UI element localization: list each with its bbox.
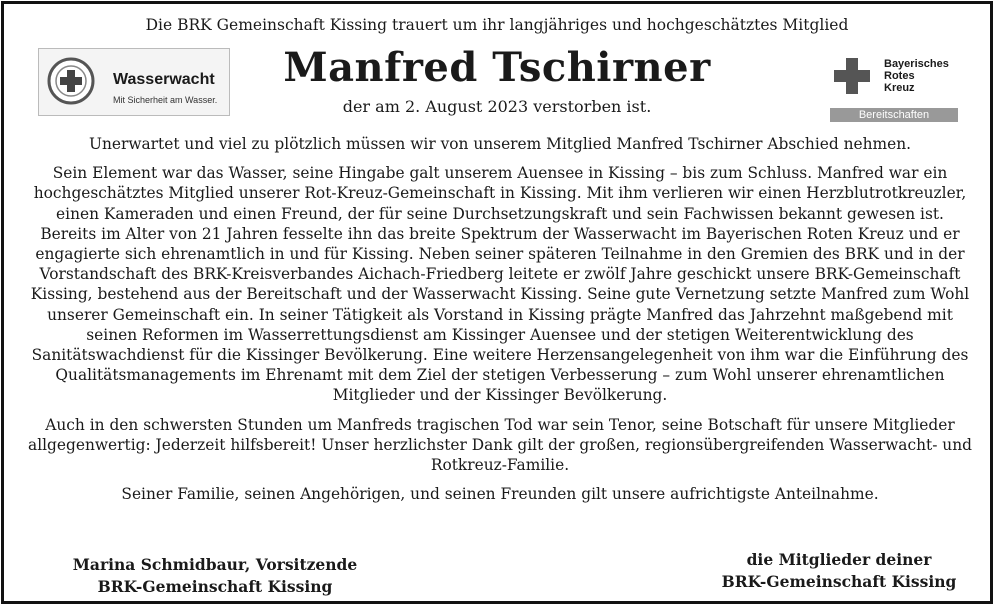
brk-name-line1: Bayerisches <box>884 58 949 70</box>
signature-left-line2: BRK-Gemeinschaft Kissing <box>97 577 333 596</box>
brk-band: Bereitschaften <box>830 108 958 122</box>
signature-right <box>704 549 974 593</box>
signature-right-line1: die Mitglieder deiner <box>746 550 932 569</box>
brk-name-line2: Rotes <box>884 70 915 82</box>
paragraph-tribute: Auch in den schwersten Stunden um Manfreds tragischen Tod war sein Tenor, seine Botschaft für unsere Mitglieder allgegenwertig: Jederzeit hilfsbereit! Unser herzlichster Dank gilt der großen, regionsübergreifenden Wasserwacht- und Rotkreuz-Familie. <box>28 415 972 475</box>
paragraph-intro: Unerwartet und viel zu plötzlich müssen wir von unserem Mitglied Manfred Tschirner Abschied nehmen. <box>88 135 912 153</box>
obituary-body <box>28 134 972 507</box>
deceased-name: Manfred Tschirner <box>283 44 711 91</box>
death-date-line: der am 2. August 2023 verstorben ist. <box>342 97 652 116</box>
paragraph-condolence: Seiner Familie, seinen Angehörigen, und seinen Freunden gilt unsere aufrichtigste Anteilnahme. <box>121 485 879 504</box>
signature-left-line1: Marina Schmidbaur, Vorsitzende <box>72 555 358 574</box>
signature-left <box>70 554 360 598</box>
brk-name-line3: Kreuz <box>884 82 915 94</box>
red-cross-icon <box>834 58 870 94</box>
signature-right-line2: BRK-Gemeinschaft Kissing <box>721 572 957 591</box>
obituary-notice <box>1 1 993 604</box>
wasserwacht-title: Wasserwacht <box>113 71 215 88</box>
brk-name <box>884 58 949 94</box>
brk-logo <box>824 54 960 122</box>
paragraph-biography: Sein Element war das Wasser, seine Hingabe galt unserem Auensee in Kissing – bis zum Schluss. Manfred war ein hochgeschätztes Mitglied unserer Rot-Kreuz-Gemeinschaft in Kissing. Mit ihm verlieren wir einen Herzblutrotkreuzler, einen Kameraden und einen Freund, der für seine Durchsetzungskraft und sein Fachwissen bekannt gewesen ist. Bereits im Alter von 21 Jahren fesselte ihn das breite Spektrum der Wasserwacht im Bayerischen Roten Kreuz und er engagierte sich ehrenamtlich in und für Kissing. Neben seiner späteren Teilnahme in den Gremien des BRK und in der Vorstandschaft des BRK-Kreisverbandes Aichach-Friedberg leitete er zwölf Jahre geschickt unsere BRK-Gemeinschaft Kissing, bestehend aus der Bereitschaft und der Wasserwacht Kissing. Seine gute Vernetzung setzte Manfred zum Wohl unserer Gemeinschaft ein. In seiner Tätigkeit als Vorstand in Kissing prägte Manfred das Jahrzehnt maßgebend mit seinen Reformen im Wasserrettungsdienst am Kissinger Auensee und der stetigen Weiterentwicklung des Sanitätswachdienst für die Kissinger Bevölkerung. Eine weitere Herzensangelegenheit von ihm war die Einführung des Qualitätsmanagements im Ehrenamt mit dem Ziel der stetigen Verbesserung – zum Wohl unserer ehrenamtlichen Mitglieder und der Kissinger Bevölkerung. <box>30 164 970 405</box>
header-line: Die BRK Gemeinschaft Kissing trauert um ihr langjähriges und hochgeschätztes Mitglied <box>145 16 849 34</box>
wasserwacht-slogan: Mit Sicherheit am Wasser. <box>113 95 218 105</box>
